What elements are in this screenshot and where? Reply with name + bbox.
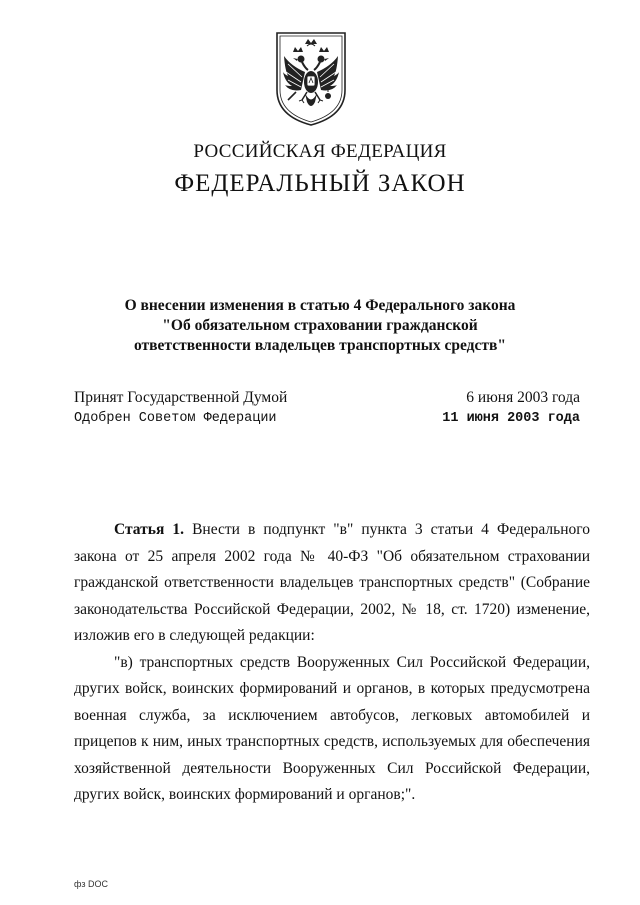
law-title-line: О внесении изменения в статью 4 Федерального закона bbox=[124, 297, 516, 314]
approval-council-row bbox=[74, 411, 580, 431]
adoption-duma-label: Принят Государственной Думой bbox=[74, 389, 288, 406]
footer-file-label: фз DOC bbox=[74, 879, 109, 889]
adoption-duma-date: 6 июня 2003 года bbox=[466, 389, 580, 406]
law-title-line: "Об обязательном страховании гражданской bbox=[162, 317, 478, 334]
article-intro-text: Внести в подпункт "в" пункта 3 статьи 4 Федерального закона от 25 апреля 2002 года № 40-ФЗ "Об обязательном страховании гражданской ответственности владельцев транспортных средств" (Собрание законодательства Российской Федерации, 2002, № 18, ст. 1720) изменение, изложив его в следующей редакции: bbox=[74, 521, 590, 644]
article-number: Статья 1. bbox=[114, 521, 185, 538]
article-body bbox=[74, 517, 590, 809]
approval-council-label: Одобрен Советом Федерации bbox=[74, 411, 277, 426]
russian-double-headed-eagle-icon bbox=[274, 30, 348, 128]
approval-council-date: 11 июня 2003 года bbox=[442, 411, 580, 426]
law-title-line: ответственности владельцев транспортных средств" bbox=[134, 337, 506, 354]
article-quote: "в) транспортных средств Вооруженных Сил Российской Федерации, других войск, воинских формирований и органов, в которых предусмотрена военная служба, за исключением автобусов, легковых автомобилей и прицепов к ним, иных транспортных средств, используемых для обеспечения хозяйственной деятельности Вооруженных Сил Российской Федерации, других войск, воинских формирований и органов;". bbox=[74, 653, 590, 803]
country-name: РОССИЙСКАЯ ФЕДЕРАЦИЯ bbox=[193, 141, 447, 162]
law-title bbox=[80, 296, 560, 356]
law-type-heading: ФЕДЕРАЛЬНЫЙ ЗАКОН bbox=[174, 170, 466, 197]
article-paragraph bbox=[74, 517, 590, 650]
adoption-duma-row bbox=[74, 389, 580, 409]
